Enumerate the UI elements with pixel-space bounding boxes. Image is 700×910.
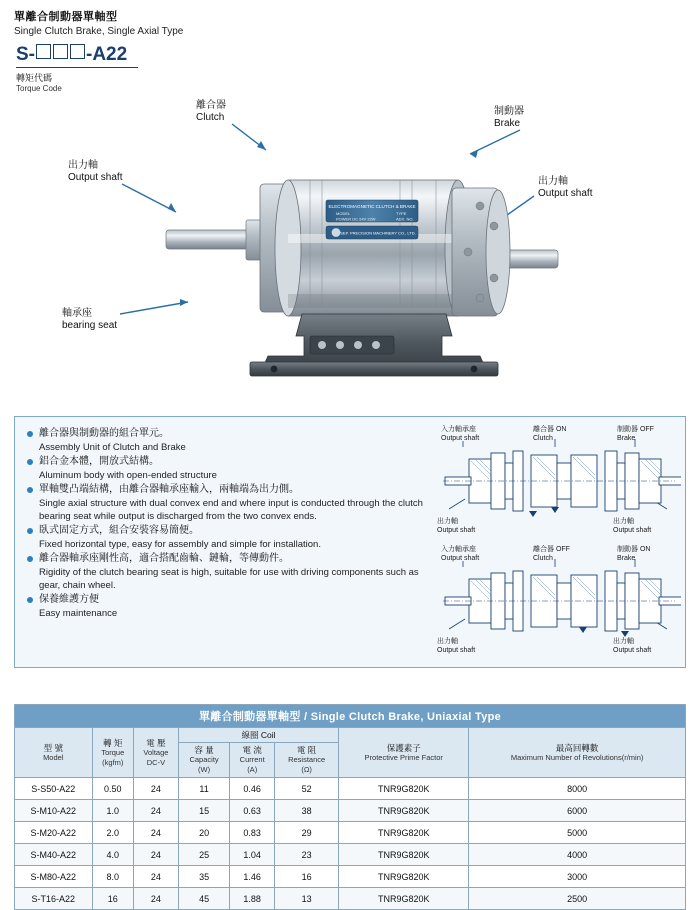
diagram1-brake-cn: 制動器 OFF — [617, 426, 654, 433]
diagram1-input-cn: 入力軸承座 — [441, 426, 476, 433]
cell-protective: TNR9G820K — [339, 822, 469, 844]
diagram1-out-right-en: Output shaft — [613, 527, 652, 534]
diagram1-drawing — [435, 425, 681, 541]
feature-cn: 保養維護方便 — [39, 594, 99, 605]
cell-torque: 1.0 — [92, 800, 133, 822]
diagram2-input-cn: 入力軸承座 — [441, 546, 476, 553]
page-title-en: Single Clutch Brake, Single Axial Type — [14, 26, 184, 37]
bullet-icon — [27, 431, 33, 437]
feature-item — [27, 455, 427, 482]
label-clutch-cn: 離合器 — [196, 100, 226, 111]
cell-protective: TNR9G820K — [339, 800, 469, 822]
diagram2-out-right-en: Output shaft — [613, 647, 652, 654]
feature-en: Rigidity of the clutch bearing seat is high, suitable for use with driving components such as gear, chain wheel. — [39, 567, 419, 591]
feature-item — [27, 427, 427, 454]
th-coil-group: 線圈 Coil — [178, 728, 338, 743]
table-row — [15, 866, 686, 888]
torque-code-label-cn: 轉矩代碼 — [16, 73, 53, 83]
diagram-clutch-off — [435, 545, 681, 661]
svg-text:ELECTROMAGNETIC CLUTCH & BRAKE: ELECTROMAGNETIC CLUTCH & BRAKE — [328, 204, 416, 209]
cell-protective: TNR9G820K — [339, 778, 469, 800]
cell-resistance: 16 — [275, 866, 339, 888]
cell-current: 1.46 — [230, 866, 275, 888]
cell-voltage: 24 — [134, 866, 179, 888]
feature-item — [27, 524, 427, 551]
cell-capacity: 35 — [178, 866, 229, 888]
page-title — [14, 8, 183, 37]
cell-capacity: 45 — [178, 888, 229, 910]
diagram1-out-right-cn: 出力軸 — [613, 518, 634, 525]
cell-voltage: 24 — [134, 800, 179, 822]
th-resistance: 電 阻 Resistance (Ω) — [275, 743, 339, 778]
diagram2-clutch-cn: 離合器 OFF — [533, 546, 570, 553]
feature-item — [27, 552, 427, 592]
bullet-icon — [27, 528, 33, 534]
feature-cn: 離合器與制動器的組合單元。 — [39, 428, 169, 439]
model-code — [16, 44, 138, 66]
cell-resistance: 23 — [275, 844, 339, 866]
diagram2-input-en: Output shaft — [441, 555, 480, 562]
cell-torque: 8.0 — [92, 866, 133, 888]
cell-capacity: 25 — [178, 844, 229, 866]
cell-voltage: 24 — [134, 822, 179, 844]
table-title: 單離合制動器單軸型 / Single Clutch Brake, Uniaxial Type — [15, 705, 686, 728]
th-max-rpm: 最高回轉數 Maximum Number of Revolutions(r/min) — [469, 728, 686, 778]
diagram-clutch-on — [435, 425, 681, 541]
diagram2-out-left-en: Output shaft — [437, 647, 476, 654]
svg-text:TYPE: TYPE — [396, 211, 407, 216]
table-row — [15, 778, 686, 800]
model-code-suffix: -A22 — [86, 44, 128, 65]
table-title-row — [15, 705, 686, 728]
model-code-prefix: S- — [16, 44, 35, 65]
diagram2-brake-cn: 制動器 ON — [617, 546, 651, 553]
diagram1-out-left-en: Output shaft — [437, 527, 476, 534]
cell-torque: 4.0 — [92, 844, 133, 866]
cell-model: S-M20-A22 — [15, 822, 93, 844]
torque-code-label-en: Torque Code — [16, 84, 62, 93]
spec-table — [14, 704, 686, 910]
cell-model: S-M40-A22 — [15, 844, 93, 866]
diagram2-out-left-cn: 出力軸 — [437, 638, 458, 645]
diagram1-clutch-cn: 離合器 ON — [533, 426, 567, 433]
cell-max-rpm: 8000 — [469, 778, 686, 800]
feature-en: Aluminum body with open-ended structure — [39, 470, 217, 481]
cross-section-diagrams — [435, 425, 681, 661]
bullet-icon — [27, 487, 33, 493]
label-clutch-en: Clutch — [196, 112, 225, 123]
model-code-block — [16, 44, 138, 93]
cell-resistance: 38 — [275, 800, 339, 822]
cell-current: 0.46 — [230, 778, 275, 800]
cell-capacity: 11 — [178, 778, 229, 800]
cell-protective: TNR9G820K — [339, 866, 469, 888]
svg-text:MODEL: MODEL — [336, 211, 351, 216]
cell-voltage: 24 — [134, 778, 179, 800]
code-slot-1 — [36, 44, 51, 59]
cell-torque: 2.0 — [92, 822, 133, 844]
table-row — [15, 888, 686, 910]
label-output-shaft-left-en: Output shaft — [68, 172, 123, 183]
cell-max-rpm: 5000 — [469, 822, 686, 844]
label-brake-en: Brake — [494, 118, 521, 129]
cell-voltage: 24 — [134, 844, 179, 866]
svg-text:POWER DC 24V 22W: POWER DC 24V 22W — [336, 216, 376, 222]
clutch-brake-illustration — [150, 122, 570, 392]
cell-model: S-M80-A22 — [15, 866, 93, 888]
label-output-shaft-right-cn: 出力軸 — [538, 176, 568, 187]
th-current: 電 流 Current (A) — [230, 743, 275, 778]
cell-resistance: 29 — [275, 822, 339, 844]
bullet-icon — [27, 459, 33, 465]
table-header-row-1 — [15, 728, 686, 743]
cell-current: 0.63 — [230, 800, 275, 822]
bullet-icon — [27, 597, 33, 603]
cell-current: 0.83 — [230, 822, 275, 844]
feature-cn: 單軸雙凸端結構，由離合器軸承座輸入，兩軸端為出力側。 — [39, 484, 299, 495]
cell-current: 1.04 — [230, 844, 275, 866]
cell-torque: 16 — [92, 888, 133, 910]
feature-en: Single axial structure with dual convex end and where input is conducted through the clutch bearing seat while output is discharged from the two convex ends. — [39, 498, 423, 522]
feature-item — [27, 483, 427, 523]
feature-cn: 臥式固定方式，組合安裝容易簡便。 — [39, 525, 199, 536]
feature-cn: 鋁合金本體，開放式結構。 — [39, 456, 159, 467]
label-output-shaft-left-cn: 出力軸 — [68, 160, 98, 171]
feature-en: Assembly Unit of Clutch and Brake — [39, 442, 186, 453]
table-row — [15, 822, 686, 844]
cell-model: S-S50-A22 — [15, 778, 93, 800]
code-slot-2 — [53, 44, 68, 59]
features-panel — [14, 416, 686, 668]
th-torque: 轉 矩 Torque (kgfm) — [92, 728, 133, 778]
cell-resistance: 52 — [275, 778, 339, 800]
cell-model: S-T16-A22 — [15, 888, 93, 910]
th-voltage: 電 壓 Voltage DC-V — [134, 728, 179, 778]
label-brake-cn: 制動器 — [494, 106, 524, 117]
th-model: 型 號 Model — [15, 728, 93, 778]
cell-max-rpm: 4000 — [469, 844, 686, 866]
svg-text:ADX. NO.: ADX. NO. — [396, 216, 414, 222]
cell-max-rpm: 2500 — [469, 888, 686, 910]
cell-capacity: 15 — [178, 800, 229, 822]
table-row — [15, 800, 686, 822]
feature-item — [27, 593, 427, 620]
cell-voltage: 24 — [134, 888, 179, 910]
diagram2-clutch-en: Clutch — [533, 555, 553, 562]
cell-model: S-M10-A22 — [15, 800, 93, 822]
label-output-shaft-right-en: Output shaft — [538, 188, 593, 199]
cell-current: 1.88 — [230, 888, 275, 910]
table-row — [15, 844, 686, 866]
features-list — [27, 427, 427, 621]
product-figure — [0, 92, 700, 392]
cell-max-rpm: 3000 — [469, 866, 686, 888]
diagram1-brake-en: Brake — [617, 435, 636, 442]
feature-en: Easy maintenance — [39, 608, 118, 619]
diagram2-brake-en: Brake — [617, 555, 636, 562]
diagram1-out-left-cn: 出力軸 — [437, 518, 458, 525]
diagram1-clutch-en: Clutch — [533, 435, 553, 442]
label-bearing-seat-cn: 軸承座 — [62, 308, 92, 319]
cell-torque: 0.50 — [92, 778, 133, 800]
code-slot-3 — [70, 44, 85, 59]
page-title-cn: 單離合制動器單軸型 — [14, 11, 118, 23]
cell-protective: TNR9G820K — [339, 888, 469, 910]
diagram1-input-en: Output shaft — [441, 435, 480, 442]
cell-resistance: 13 — [275, 888, 339, 910]
diagram2-out-right-cn: 出力軸 — [613, 638, 634, 645]
th-protective: 保護素子 Protective Prime Factor — [339, 728, 469, 778]
bullet-icon — [27, 556, 33, 562]
cell-capacity: 20 — [178, 822, 229, 844]
cell-max-rpm: 6000 — [469, 800, 686, 822]
cell-protective: TNR9G820K — [339, 844, 469, 866]
feature-en: Fixed horizontal type, easy for assembly and simple for installation. — [39, 539, 321, 550]
svg-text:SEP. PRECISION MACHINERY CO.,: SEP. PRECISION MACHINERY CO., LTD. — [340, 230, 416, 236]
model-code-underline — [16, 67, 138, 68]
diagram2-drawing — [435, 545, 681, 661]
th-capacity: 容 量 Capacity (W) — [178, 743, 229, 778]
label-bearing-seat-en: bearing seat — [62, 320, 118, 331]
feature-cn: 離合器軸承座剛性高，適合搭配齒輪、鏈輪，等傳動件。 — [39, 553, 289, 564]
